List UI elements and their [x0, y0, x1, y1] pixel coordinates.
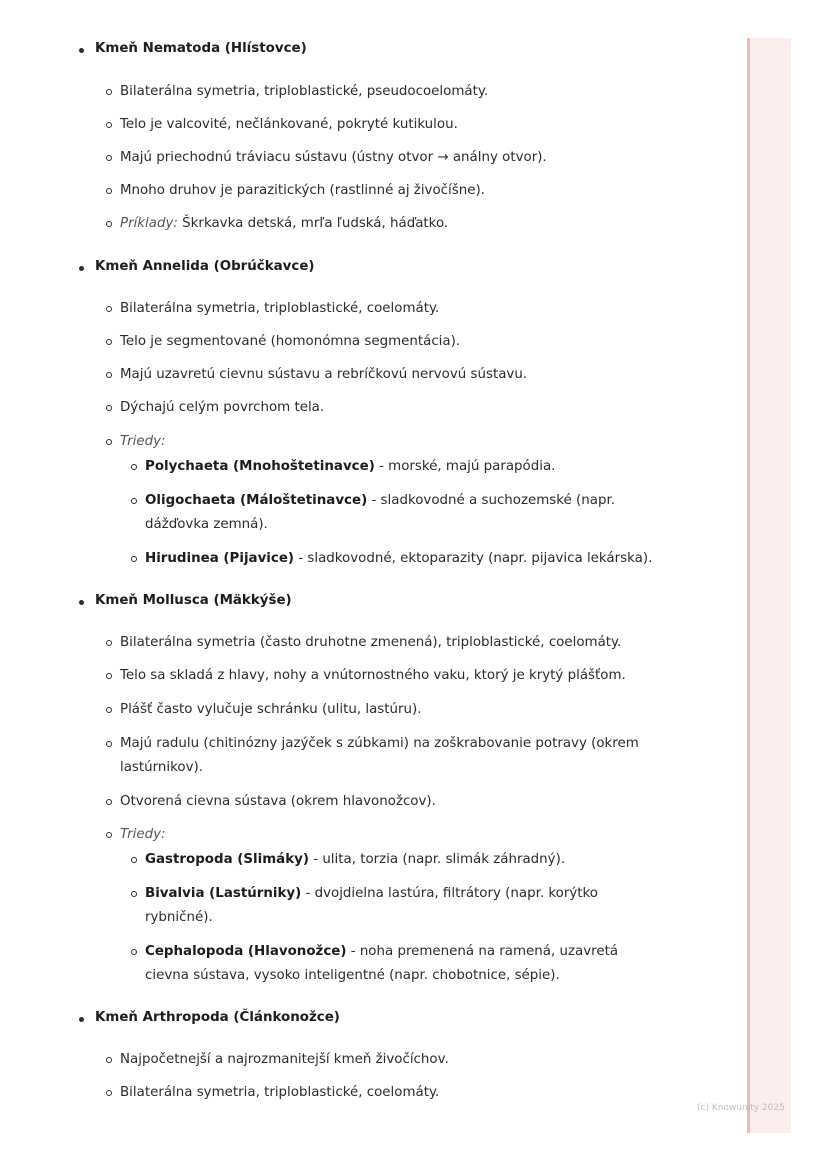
list-item: Bilaterálna symetria, triploblastické, coelomáty. — [120, 297, 650, 321]
list-item: Bilaterálna symetria, triploblastické, coelomáty. — [120, 1081, 650, 1105]
list-item: Majú radulu (chitinózny jazýček s zúbkami) na zoškrabovanie potravy (okrem lastúrnikov). — [120, 732, 650, 780]
list-item: Dýchajú celým povrchom tela. — [120, 396, 650, 420]
list-item: Majú uzavretú cievnu sústavu a rebríčkovú nervovú sústavu. — [120, 363, 650, 387]
list-item: Bilaterálna symetria (často druhotne zmenená), triploblastické, coelomáty. — [120, 631, 650, 655]
class-item: Bivalvia (Lastúrniky) - dvojdielna lastúra, filtrátory (napr. korýtko rybničné). — [145, 882, 645, 930]
page-margin-band — [748, 38, 791, 1133]
phylum-heading-nematoda: Kmeň Nematoda (Hlístovce) — [95, 41, 307, 56]
list-item-examples — [120, 212, 650, 236]
list-item: Plášť často vylučuje schránku (ulitu, lastúru). — [120, 698, 650, 722]
list-item: Bilaterálna symetria, triploblastické, pseudocoelomáty. — [120, 80, 650, 104]
list-item: Majú priechodnú tráviacu sústavu (ústny otvor → análny otvor). — [120, 146, 650, 170]
classes-label: Triedy: — [120, 430, 650, 454]
copyright-footer: (c) Knowunity 2025 — [697, 1103, 785, 1113]
list-item: Telo je valcovité, nečlánkované, pokryté kutikulou. — [120, 113, 650, 137]
list-item: Telo je segmentované (homonómna segmentácia). — [120, 330, 650, 354]
classes-label: Triedy: — [120, 823, 650, 847]
phylum-heading-arthropoda: Kmeň Arthropoda (Článkonožce) — [95, 1010, 340, 1025]
examples-text: Škrkavka detská, mrľa ľudská, háďatko. — [177, 216, 449, 231]
list-item: Telo sa skladá z hlavy, nohy a vnútornostného vaku, ktorý je krytý plášťom. — [120, 664, 650, 688]
phylum-heading-mollusca: Kmeň Mollusca (Mäkkýše) — [95, 593, 292, 608]
list-item: Mnoho druhov je parazitických (rastlinné aj živočíšne). — [120, 179, 650, 203]
class-item: Polychaeta (Mnohoštetinavce) - morské, majú parapódia. — [145, 455, 645, 479]
class-item: Cephalopoda (Hlavonožce) - noha premenená na ramená, uzavretá cievna sústava, vysoko inteligentné (napr. chobotnice, sépie). — [145, 940, 645, 988]
phylum-heading-annelida: Kmeň Annelida (Obrúčkavce) — [95, 259, 315, 274]
examples-label: Príklady: — [120, 216, 178, 231]
class-item: Oligochaeta (Máloštetinavce) - sladkovodné a suchozemské (napr. dážďovka zemná). — [145, 489, 645, 537]
list-item: Otvorená cievna sústava (okrem hlavonožcov). — [120, 790, 650, 814]
class-item: Gastropoda (Slimáky) - ulita, torzia (napr. slimák záhradný). — [145, 848, 645, 872]
list-item: Najpočetnejší a najrozmanitejší kmeň živočíchov. — [120, 1048, 650, 1072]
page-margin-line — [747, 38, 750, 1133]
class-item: Hirudinea (Pijavice) - sladkovodné, ektoparazity (napr. pijavica lekárska). — [145, 547, 645, 571]
